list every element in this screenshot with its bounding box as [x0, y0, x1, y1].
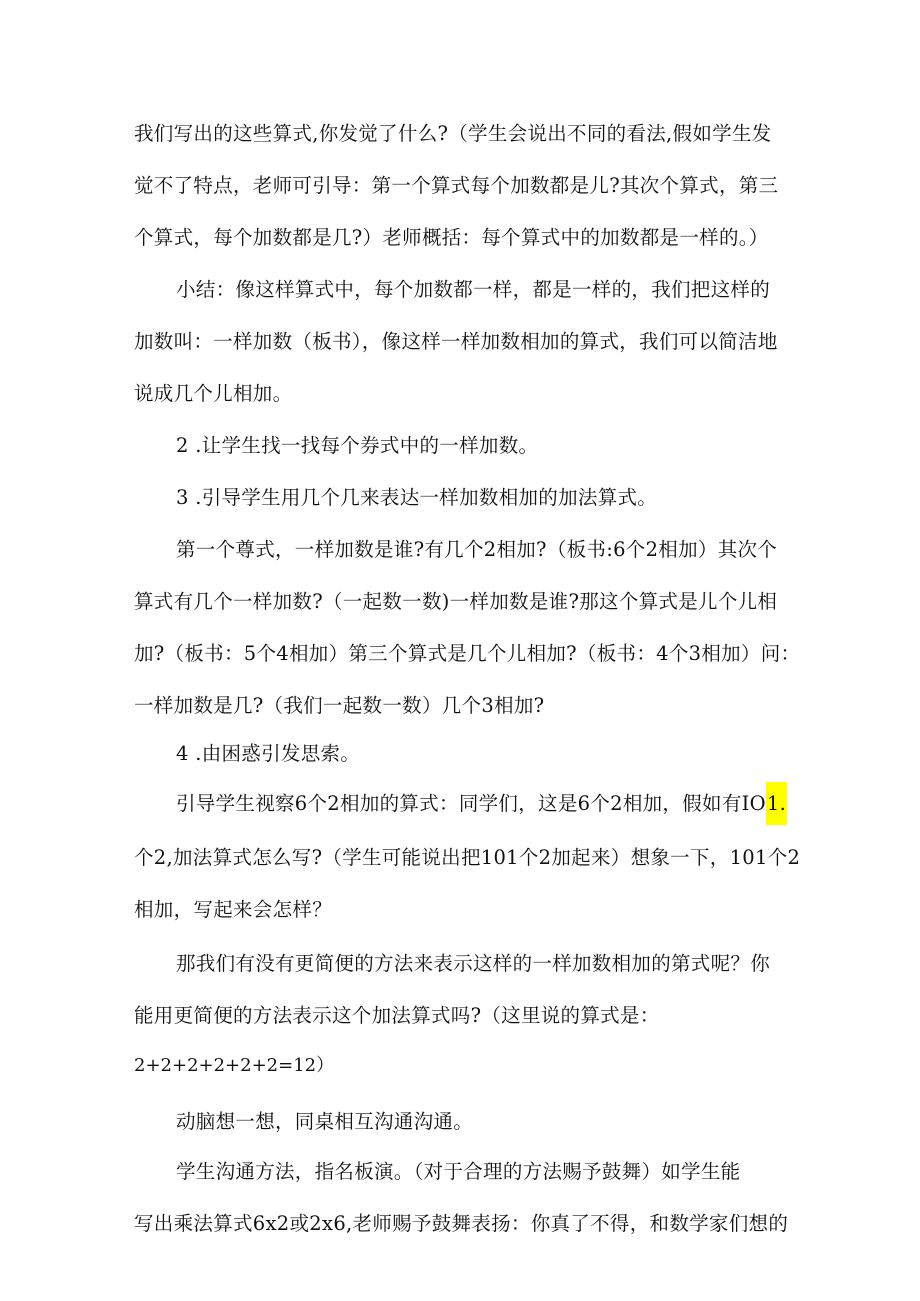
- list-item-2: 2 .让学生找一找每个券式中的一样加数。: [176, 434, 539, 457]
- text-line: 相加，写起来会怎样？: [134, 898, 333, 921]
- text-line: 我们写出的这些算式,你发觉了什么?（学生会说出不同的看法,假如学生发: [134, 122, 772, 145]
- text-line: 第一个尊式，一样加数是谁?有几个2相加?（板书:6个2相加）其次个: [176, 538, 778, 561]
- text-line: 个2,加法算式怎么写?（学生可能说出把101个2加起来）想象一下，101个2: [134, 846, 801, 869]
- text-line: 加?（板书：5个4相加）第三个算式是几个儿相加?（板书：4个3相加）问：: [134, 642, 801, 665]
- text-line: 那我们有没有更简便的方法来表示这样的一样加数相加的第式呢？你: [176, 952, 771, 975]
- text-line: 算式有几个一样加数?（一起数一数)一样加数是谁?那这个算式是儿个儿相: [134, 590, 778, 613]
- text-line: 学生沟通方法，指名板演。（对于合理的方法赐予鼓舞）如学生能: [176, 1160, 741, 1183]
- list-item-3: 3 .引导学生用几个几来表达一样加数相加的加法算式。: [176, 486, 658, 509]
- text-line: 小结：像这样算式中，每个加数都一样，都是一样的，我们把这样的: [176, 278, 771, 301]
- text-line: 一样加数是几?（我们一起数一数）几个3相加?: [134, 694, 545, 717]
- text-line: 能用更简便的方法表示这个加法算式吗?（这里说的算式是：: [134, 1004, 660, 1027]
- text-line: 写出乘法算式6x2或2x6,老师赐予鼓舞表扬：你真了不得，和数学家们想的: [134, 1212, 789, 1235]
- formula-line: 2+2+2+2+2+2=12）: [134, 1055, 335, 1076]
- text-line: 动脑想一想，同桌相互沟通沟通。: [176, 1110, 474, 1133]
- highlighted-text: 1.: [766, 782, 787, 825]
- text-line: 个算式，每个加数都是几?）老师概括：每个算式中的加数都是一样的。）: [134, 226, 769, 249]
- text-line: 觉不了特点，老师可引导：第一个算式每个加数都是儿?其次个算式，第三: [134, 174, 779, 197]
- text-line: [176, 792, 787, 816]
- list-item-4: 4 .由困惑引发思索。: [176, 742, 361, 765]
- text-line: 说成几个儿相加。: [134, 382, 293, 405]
- text-span: 引导学生视察6个2相加的算式：同学们，这是6个2相加，假如有IO: [176, 792, 766, 815]
- text-line: 加数叫：一样加数（板书），像这样一样加数相加的算式，我们可以简洁地: [134, 330, 778, 353]
